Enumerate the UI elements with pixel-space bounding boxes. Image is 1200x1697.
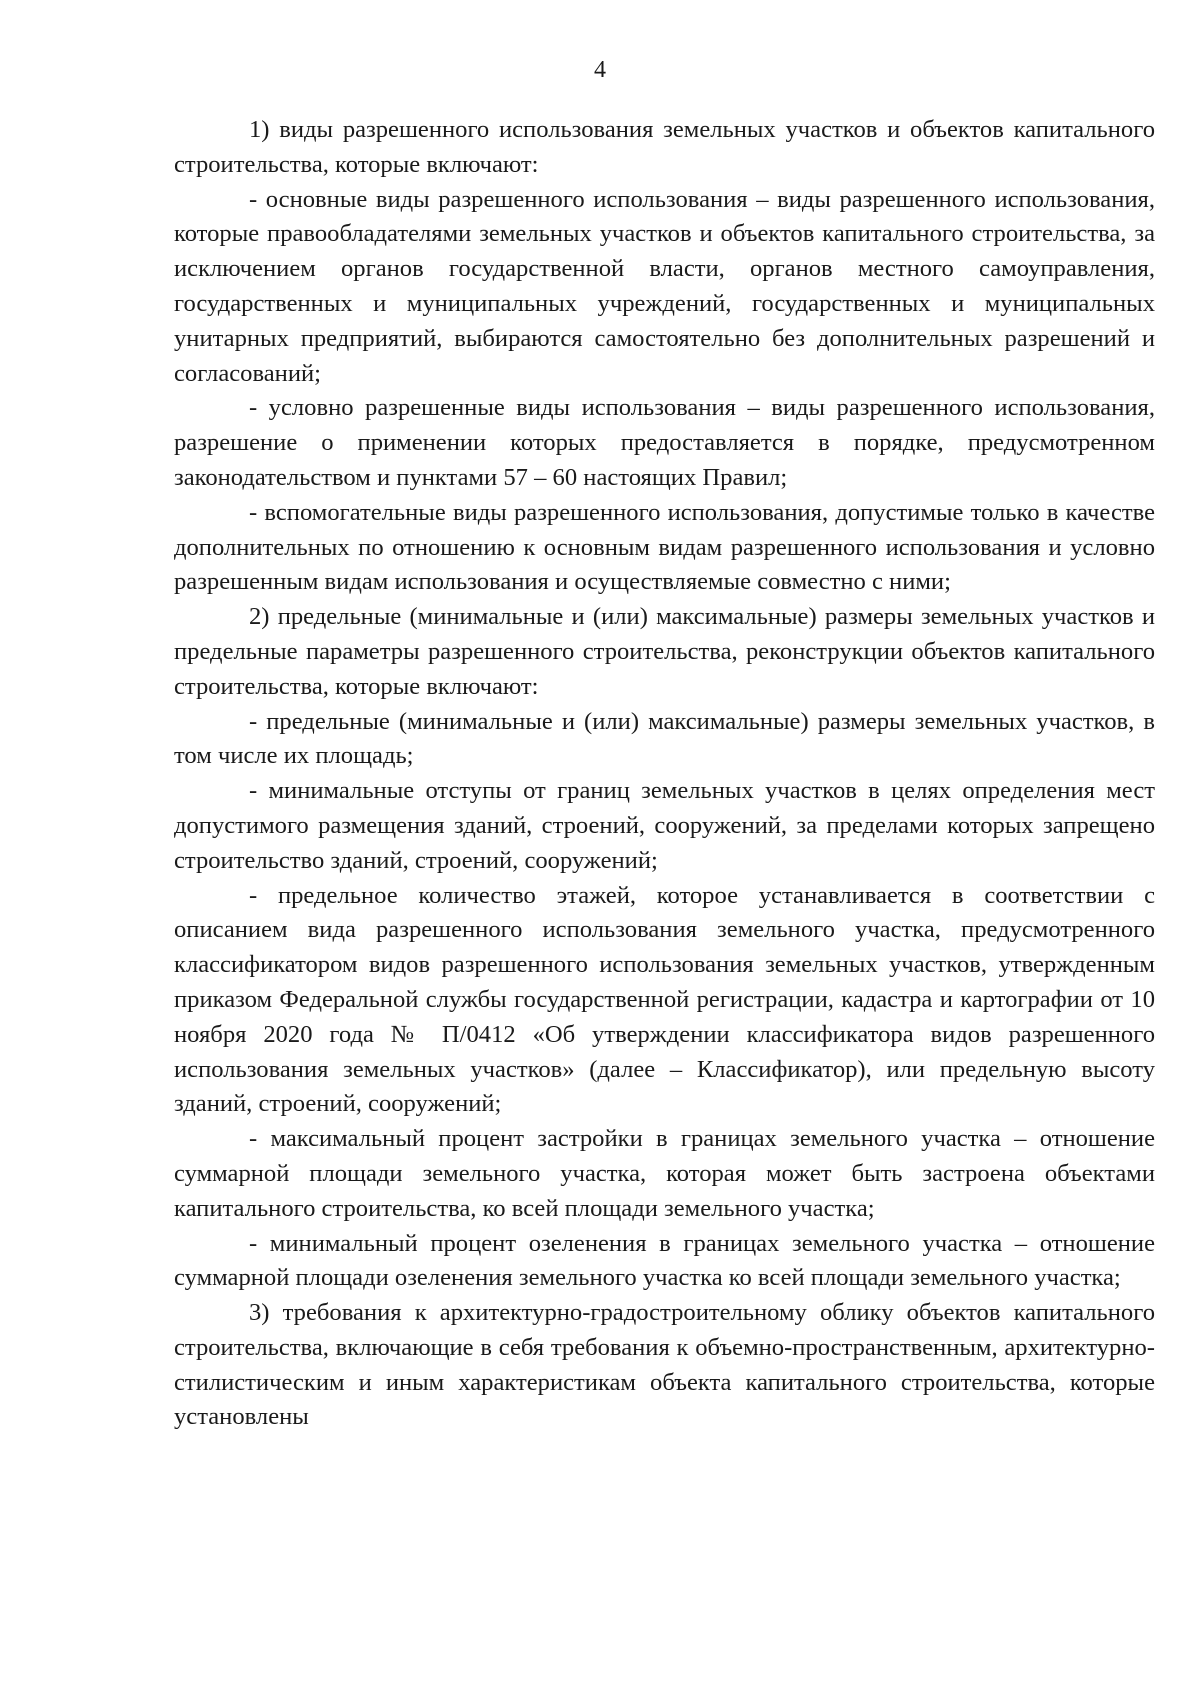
paragraph-main-use-types: - основные виды разрешенного использования – виды разрешенного использования, которые правообладателями земельных участков и объектов капитального строительства, за исключением органов государственной власти, органов местного самоуправления, государственных и муниципальных учреждений, государственных и муниципальных унитарных предприятий, выбираются самостоятельно без дополнительных разрешений и согласований; [174, 185, 1155, 387]
paragraph-max-building-percent: - максимальный процент застройки в границах земельного участка – отношение суммарной площади земельного участка, которая может быть застроена объектами капитального строительства, ко всей площади земельного участка; [174, 1125, 1155, 1222]
document-body [174, 113, 1155, 1435]
paragraph-minimal-setbacks: - минимальные отступы от границ земельных участков в целях определения мест допустимого размещения зданий, строений, сооружений, за пределами которых запрещено строительство зданий, строений, сооружений; [174, 777, 1155, 874]
paragraph-min-greening-percent: - минимальный процент озеленения в границах земельного участка – отношение суммарной площади озеленения земельного участка ко всей площади земельного участка; [174, 1229, 1155, 1292]
paragraph-3-architectural-requirements: 3) требования к архитектурно-градостроительному облику объектов капитального строительства, включающие в себя требования к объемно-пространственным, архитектурно-стилистическим и иным характеристикам объекта капитального строительства, которые установлены [174, 1299, 1155, 1431]
paragraph-2-limit-sizes: 2) предельные (минимальные и (или) максимальные) размеры земельных участков и предельные параметры разрешенного строительства, реконструкции объектов капитального строительства, которые включают: [174, 603, 1155, 700]
page-number: 4 [594, 57, 606, 83]
paragraph-auxiliary-use-types: - вспомогательные виды разрешенного использования, допустимые только в качестве дополнительных по отношению к основным видам разрешенного использования и условно разрешенным видам использования и осуществляемые совместно с ними; [174, 498, 1155, 596]
paragraph-conditional-use-types: - условно разрешенные виды использования – виды разрешенного использования, разрешение о применении которых предоставляется в порядке, предусмотренном законодательством и пунктами 57 – 60 настоящих Правил; [174, 394, 1155, 491]
paragraph-1-land-use-types: 1) виды разрешенного использования земельных участков и объектов капитального строительства, которые включают: [174, 116, 1155, 178]
paragraph-plot-sizes: - предельные (минимальные и (или) максимальные) размеры земельных участков, в том числе их площадь; [174, 707, 1155, 770]
paragraph-floor-count: - предельное количество этажей, которое устанавливается в соответствии с описанием вида разрешенного использования земельного участка, предусмотренного классификатором видов разрешенного использования земельных участков, утвержденным приказом Федеральной службы государственной регистрации, кадастра и картографии от 10 ноября 2020 года № П/0412 «Об утверждении классификатора видов разрешенного использования земельных участков» (далее – Классификатор), или предельную высоту зданий, строений, сооружений; [174, 881, 1155, 1118]
